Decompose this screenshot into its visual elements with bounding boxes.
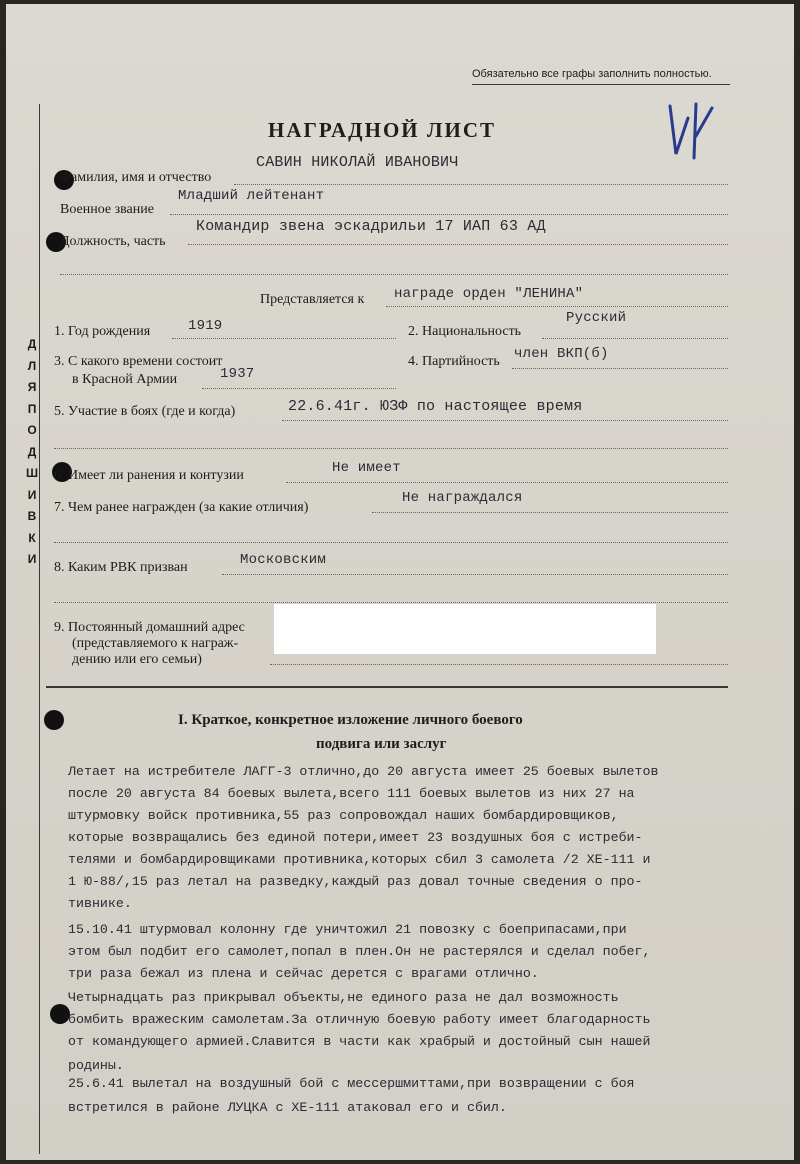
nationality-label: 2. Национальность xyxy=(408,324,522,339)
wounds-label: 6. Имеет ли ранения и контузии xyxy=(54,468,244,483)
award-sheet xyxy=(6,4,794,1160)
narrative-line: 1 Ю-88/,15 раз летал на разведку,каждый раз довал точные сведения о про- xyxy=(68,874,643,889)
narrative-line: три раза бежал из плена и сейчас дерется с врагами отлично. xyxy=(68,966,539,981)
battles-line xyxy=(282,420,728,421)
position-label: Должность, часть xyxy=(60,234,166,249)
rank-line xyxy=(170,214,728,215)
rank-value: Младший лейтенант xyxy=(178,188,325,204)
narrative-line: от командующего армией.Славится в части как храбрый и достойный сын нашей xyxy=(68,1034,651,1049)
section-heading-2: подвига или заслуг xyxy=(316,736,447,752)
awards-line xyxy=(372,512,728,513)
nationality-value: Русский xyxy=(566,310,627,326)
battles-value: 22.6.41г. ЮЗФ по настоящее время xyxy=(288,398,583,415)
position-value: Командир звена эскадрильи 17 ИАП 63 АД xyxy=(196,218,546,235)
fio-label: Фамилия, имя и отчество xyxy=(60,170,212,185)
nationality-line xyxy=(542,338,728,339)
address-label-2: (представляемого к награж- xyxy=(72,636,239,651)
wounds-value: Не имеет xyxy=(332,460,401,476)
party-value: член ВКП(б) xyxy=(514,346,609,362)
side-letter: И xyxy=(27,552,37,566)
army-since-line xyxy=(202,388,396,389)
nominated-label: Представляется к xyxy=(260,292,365,307)
army-since-label-1: 3. С какого времени состоит xyxy=(54,354,223,369)
side-letter: Д xyxy=(27,444,37,459)
narrative-line: родины. xyxy=(68,1058,124,1073)
side-letter: П xyxy=(27,401,37,416)
battles-label: 5. Участие в боях (где и когда) xyxy=(54,404,236,419)
birth-year-value: 1919 xyxy=(188,318,223,334)
narrative-line: бомбить вражеским самолетам.За отличную боевую работу имеет благодарность xyxy=(68,1012,651,1027)
narrative-line: 25.6.41 вылетал на воздушный бой с мессершмиттами,при возвращении с боя xyxy=(68,1076,635,1091)
page-title: НАГРАДНОЙ ЛИСТ xyxy=(268,118,497,142)
punch-hole xyxy=(50,1004,70,1024)
narrative-line: Четырнадцать раз прикрывал объекты,не единого раза не дал возможность xyxy=(68,990,619,1005)
narrative-line: которые возвращались без единой потери,имеет 23 воздушных боя с истреби- xyxy=(68,830,643,845)
birth-year-label: 1. Год рождения xyxy=(54,324,151,339)
header-note-underline xyxy=(472,84,730,85)
side-letter: В xyxy=(27,509,37,523)
wounds-line xyxy=(286,482,728,483)
army-since-label-2: в Красной Армии xyxy=(72,372,178,387)
side-letter: Я xyxy=(27,380,37,394)
narrative-line: Летает на истребителе ЛАГГ-3 отлично,до 20 августа имеет 25 боевых вылетов xyxy=(68,764,659,779)
redaction-box xyxy=(274,604,656,654)
position-line-2 xyxy=(60,274,728,275)
nominated-line xyxy=(386,306,728,307)
margin-line xyxy=(39,104,40,1154)
section-heading-1: I. Краткое, конкретное изложение личного боевого xyxy=(178,712,523,728)
awards-line-2 xyxy=(54,542,728,543)
nominated-value: награде орден "ЛЕНИНА" xyxy=(394,286,584,302)
position-line xyxy=(188,244,728,245)
narrative-line: этом был подбит его самолет,попал в плен.Он не растерялся и сделал побег, xyxy=(68,944,651,959)
narrative-line: штурмовку войск противника,55 раз сопровождал наших бомбардировщиков, xyxy=(68,808,619,823)
narrative-line: телями и бомбардировщиками противника,которых сбил 3 самолета /2 ХЕ-111 и xyxy=(68,852,651,867)
rvk-line xyxy=(222,574,728,575)
address-label-1: 9. Постоянный домашний адрес xyxy=(54,620,245,635)
narrative-line: после 20 августа 84 боевых вылета,всего 111 боевых вылетов из них 27 на xyxy=(68,786,635,801)
side-letter: К xyxy=(28,530,36,545)
narrative-line: тивнике. xyxy=(68,896,132,911)
army-since-value: 1937 xyxy=(220,366,255,382)
address-label-3: дению или его семьи) xyxy=(72,652,202,667)
awards-value: Не награждался xyxy=(402,490,523,506)
awards-label: 7. Чем ранее награжден (за какие отличия) xyxy=(54,500,309,515)
header-note: Обязательно все графы заполнить полностью. xyxy=(472,68,712,80)
side-text xyxy=(20,334,44,571)
narrative-line: 15.10.41 штурмовал колонну где уничтожил 21 повозку с боеприпасами,при xyxy=(68,922,627,937)
rank-label: Военное звание xyxy=(60,202,154,217)
handwritten-mark xyxy=(666,96,716,166)
party-label: 4. Партийность xyxy=(408,354,500,369)
fio-line xyxy=(234,184,728,185)
fio-value: САВИН НИКОЛАЙ ИВАНОВИЧ xyxy=(256,154,459,171)
section-divider xyxy=(46,686,728,688)
rvk-line-2 xyxy=(54,602,728,603)
side-letter: Д xyxy=(27,337,37,351)
side-letter: Ш xyxy=(25,466,39,480)
punch-hole xyxy=(44,710,64,730)
side-letter: И xyxy=(27,487,37,502)
battles-line-2 xyxy=(54,448,728,449)
side-letter: Л xyxy=(27,358,37,373)
side-letter: О xyxy=(27,423,37,437)
rvk-label: 8. Каким РВК призван xyxy=(54,560,188,575)
address-line xyxy=(270,664,728,665)
narrative-line: встретился в районе ЛУЦКА с ХЕ-111 атаковал его и сбил. xyxy=(68,1100,507,1115)
birth-year-line xyxy=(172,338,396,339)
rvk-value: Московским xyxy=(240,552,327,568)
party-line xyxy=(512,368,728,369)
